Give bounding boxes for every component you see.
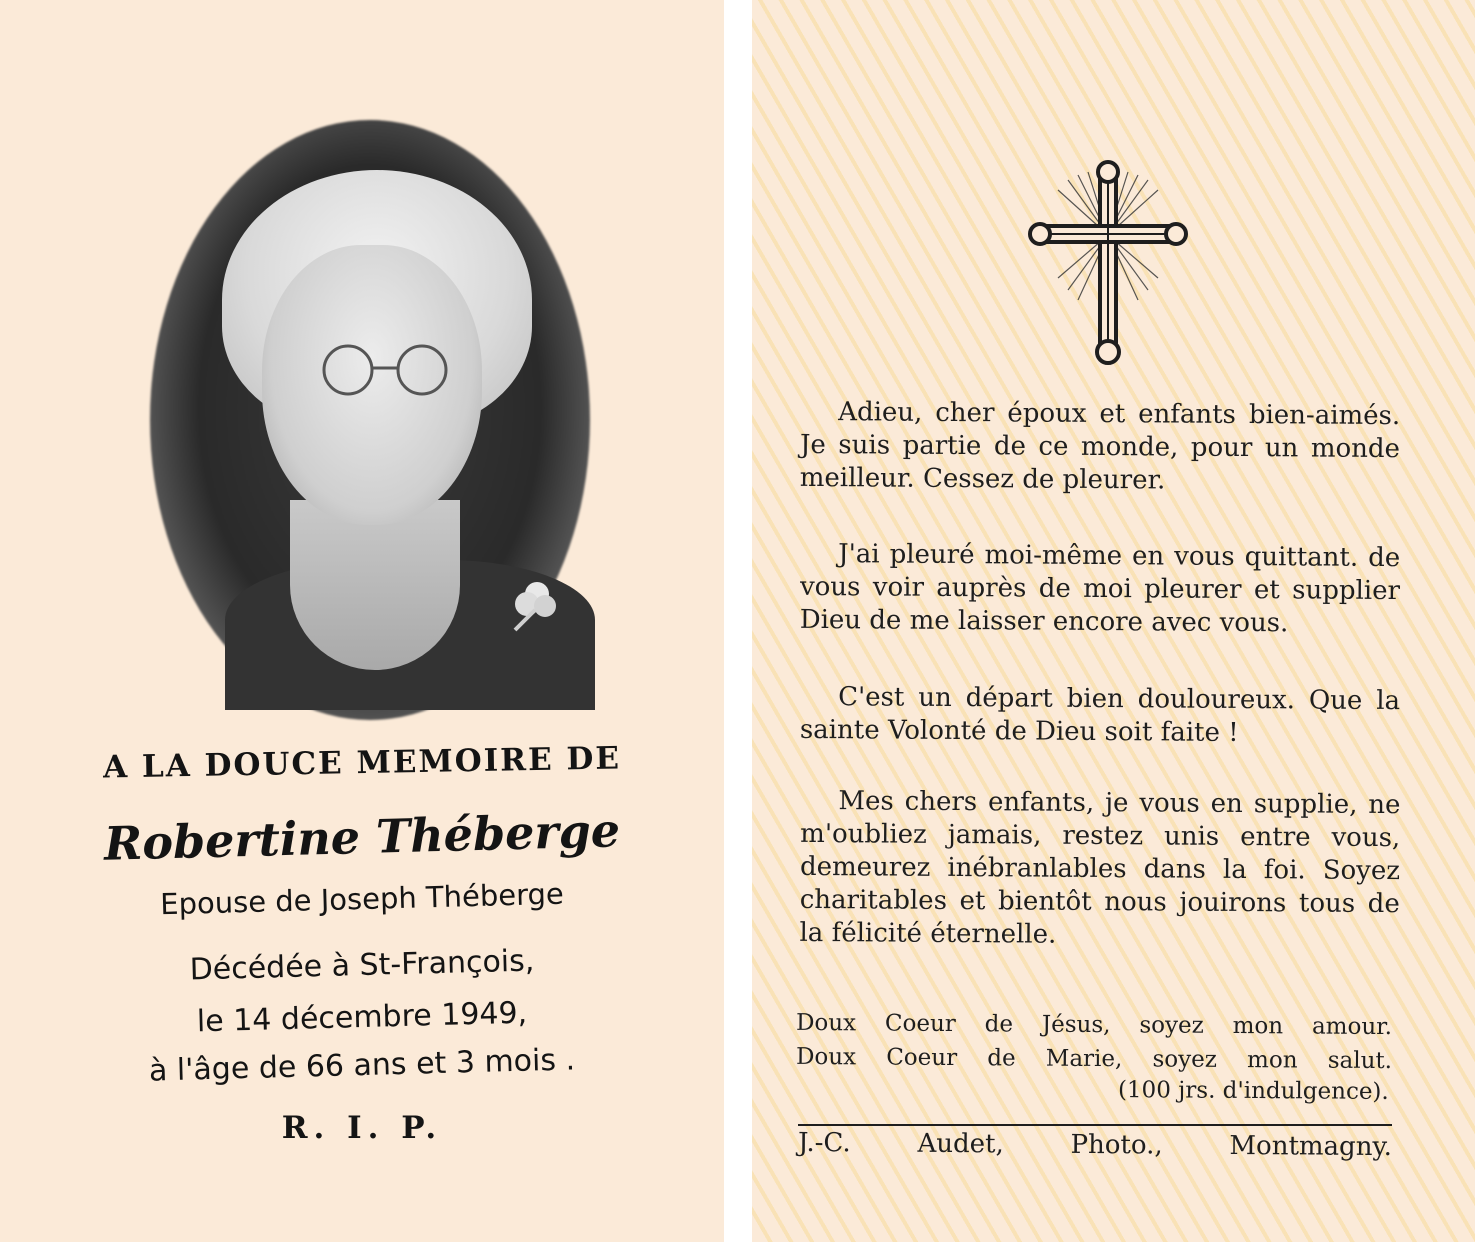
farewell-text: Adieu, cher époux et enfants bien-aimés. Je suis partie de ce monde, pour un monde meilleur. Cessez de pleurer.	[799, 397, 1401, 496]
deceased-name: Robertine Théberge	[103, 803, 621, 871]
farewell-text: J'ai pleuré moi-même en vous quittant. de vous voir auprès de moi pleurer et supplier Dieu de me laisser encore avec vous.	[799, 539, 1401, 639]
rip-text: R. I. P.	[281, 1110, 443, 1146]
cross-icon	[1028, 160, 1188, 370]
photographer-credit: J.-C. Audet, Photo., Montmagny.	[797, 1127, 1393, 1163]
memorial-heading: A LA DOUCE MEMOIRE DE	[102, 740, 622, 786]
divider-rule	[798, 1124, 1392, 1126]
indulgence-note: (100 jrs. d'indulgence).	[1118, 1077, 1390, 1105]
farewell-paragraph	[799, 785, 1400, 954]
farewell-paragraph	[800, 681, 1400, 751]
flower-icon	[505, 572, 569, 636]
portrait-neck	[290, 500, 460, 670]
farewell-paragraph	[800, 538, 1401, 641]
glasses-icon	[300, 340, 470, 400]
prayer-jesus: Doux Coeur de Jésus, soyez mon amour.	[795, 1009, 1393, 1041]
farewell-paragraph	[800, 396, 1401, 499]
death-date: le 14 décembre 1949,	[196, 995, 528, 1040]
farewell-text: Mes chers enfants, je vous en supplie, ne m'oubliez jamais, restez unis entre vous, demeurez inébranlables dans la foi. Soyez charitables et bientôt nous jouirons tous de la félicité éternelle.	[799, 786, 1401, 950]
farewell-text: C'est un départ bien douloureux. Que la sainte Volonté de Dieu soit faite !	[799, 682, 1401, 748]
memorial-card-front	[0, 0, 724, 1242]
death-place: Décédée à St-François,	[189, 943, 535, 988]
death-age: à l'âge de 66 ans et 3 mois .	[148, 1042, 576, 1089]
spouse-line: Epouse de Joseph Théberge	[159, 876, 565, 922]
prayer-marie: Doux Coeur de Marie, soyez mon salut.	[795, 1043, 1393, 1075]
